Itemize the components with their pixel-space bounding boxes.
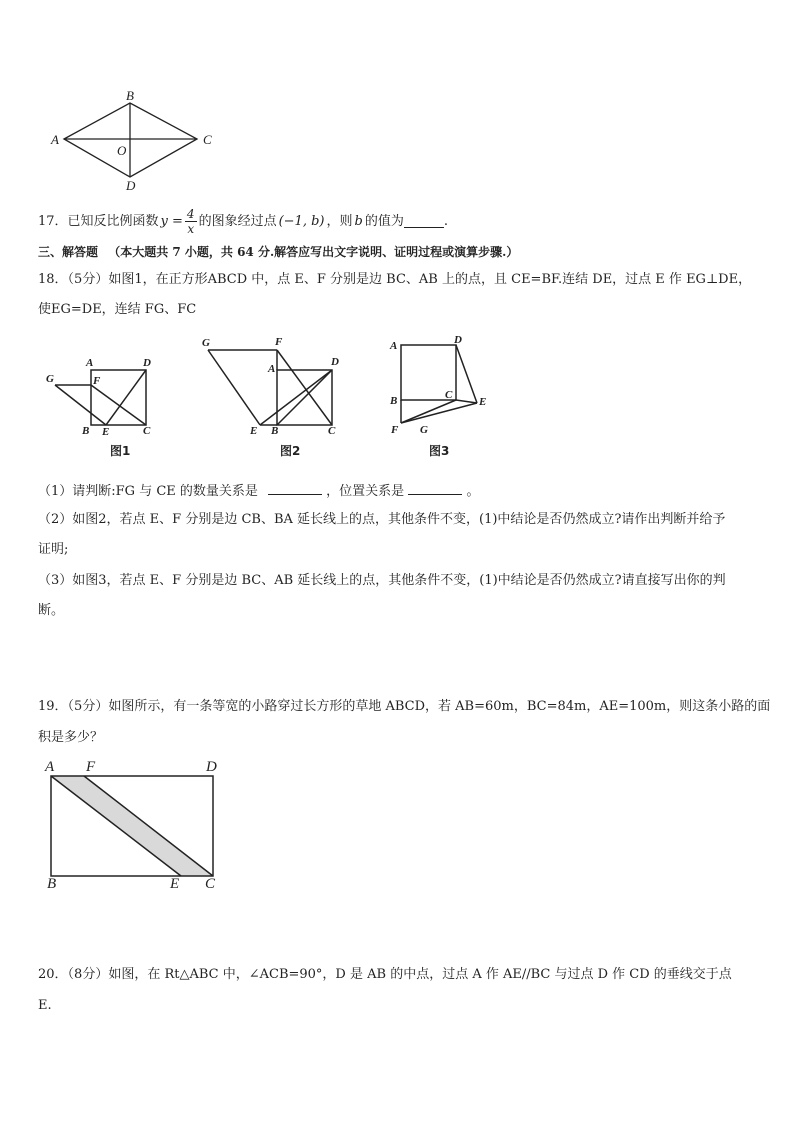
q17-mid2: ，则 bbox=[326, 213, 353, 229]
rhombus-label-d: D bbox=[126, 178, 136, 193]
fig2-label-e: E bbox=[250, 425, 258, 437]
fig3-label-b: B bbox=[390, 395, 398, 407]
q17-suffix: 的值为 bbox=[364, 213, 404, 229]
fig1-label-b: B bbox=[82, 425, 90, 437]
fig1-label-d: D bbox=[143, 357, 151, 369]
q19-line-1: 19．（5分）如图所示，有一条等宽的小路穿过长方形的草地 ABCD，若 AB=60m，BC=84m，AE=100m，则这条小路的面 bbox=[38, 699, 771, 714]
fig2-label-g: G bbox=[202, 337, 210, 349]
fig1-label-c: C bbox=[143, 425, 151, 437]
q19-line-2: 积是多少？ bbox=[38, 730, 104, 745]
fig1-label-a: A bbox=[86, 357, 94, 369]
q17-end: . bbox=[443, 213, 448, 229]
q19-label-d: D bbox=[206, 759, 217, 775]
q17-point: (−1, b) bbox=[278, 213, 325, 229]
q19-label-a: A bbox=[45, 759, 55, 775]
fig2-label-d: D bbox=[331, 356, 339, 368]
fig2-label-c: C bbox=[328, 425, 336, 437]
q18-line-1: 18．（5分）如图1，在正方形ABCD 中，点 E、F 分别是边 BC、AB 上的点，且 CE=BF.连结 DE，过点 E 作 EG⊥DE， bbox=[38, 272, 752, 287]
fig2-label-f: F bbox=[275, 336, 283, 348]
fig1-label-f: F bbox=[93, 375, 101, 387]
q19-label-e: E bbox=[170, 876, 180, 892]
q18-p1-text-b: ，位置关系是 bbox=[326, 484, 405, 499]
q19-label-c: C bbox=[205, 876, 216, 892]
q17-mid: 的图象经过点 bbox=[198, 213, 277, 229]
fig2-label-a: A bbox=[268, 363, 276, 375]
fig3-label-d: D bbox=[454, 334, 462, 346]
fig1-caption: 图1 bbox=[110, 444, 131, 458]
fig3-label-a: A bbox=[390, 340, 398, 352]
q18-part-3-line-1: （3）如图3，若点 E、F 分别是边 BC、AB 延长线上的点，其他条件不变，(1)中结论是否仍然成立?请直接写出你的判 bbox=[38, 573, 726, 588]
q18-p1-text-c: 。 bbox=[466, 484, 480, 499]
q20-line-1: 20．（8分）如图，在 Rt△ABC 中，∠ACB=90°，D 是 AB 的中点，过点 A 作 AE//BC 与过点 D 作 CD 的垂线交于点 bbox=[38, 967, 732, 982]
q18-line-2: 使EG=DE，连结 FG、FC bbox=[38, 302, 197, 317]
rhombus-label-a: A bbox=[51, 132, 59, 147]
q19-label-b: B bbox=[47, 876, 57, 892]
q19-label-f: F bbox=[86, 759, 96, 775]
q18-part-2-line-2: 证明; bbox=[38, 542, 69, 557]
fig1-label-e: E bbox=[102, 426, 110, 438]
fig2-caption: 图2 bbox=[280, 444, 301, 458]
fig3-label-f: F bbox=[391, 424, 399, 436]
q18-part-3-line-2: 断。 bbox=[38, 603, 65, 618]
q19-path-shade bbox=[51, 776, 213, 876]
fig1-label-g: G bbox=[46, 373, 54, 385]
fig2-label-b: B bbox=[271, 425, 279, 437]
fig3-label-e: E bbox=[479, 396, 487, 408]
q18-p1-text-a: （1）请判断:FG 与 CE 的数量关系是 bbox=[38, 484, 258, 499]
q18-part-2-line-1: （2）如图2，若点 E、F 分别是边 CB、BA 延长线上的点，其他条件不变，(1)中结论是否仍然成立?请作出判断并给予 bbox=[38, 512, 726, 527]
q17-denominator: x bbox=[187, 221, 195, 236]
q17-var-b: b bbox=[354, 213, 363, 229]
fig3-caption: 图3 bbox=[429, 444, 450, 458]
q17-numerator: 4 bbox=[186, 206, 195, 221]
rhombus-label-b: B bbox=[126, 88, 134, 103]
fig3-label-g: G bbox=[420, 424, 428, 436]
section-3-title: 三、解答题 bbox=[38, 245, 99, 259]
q17-y-eq: y = bbox=[160, 213, 183, 229]
fig3-label-c: C bbox=[445, 389, 453, 401]
q17-prefix: 17．已知反比例函数 bbox=[38, 213, 159, 229]
section-3-note: （本大题共 7 小题，共 64 分.解答应写出文字说明、证明过程或演算步骤.） bbox=[108, 245, 519, 259]
rhombus-label-o: O bbox=[117, 143, 127, 158]
rhombus-label-c: C bbox=[203, 132, 212, 147]
q20-line-2: E. bbox=[38, 998, 52, 1013]
